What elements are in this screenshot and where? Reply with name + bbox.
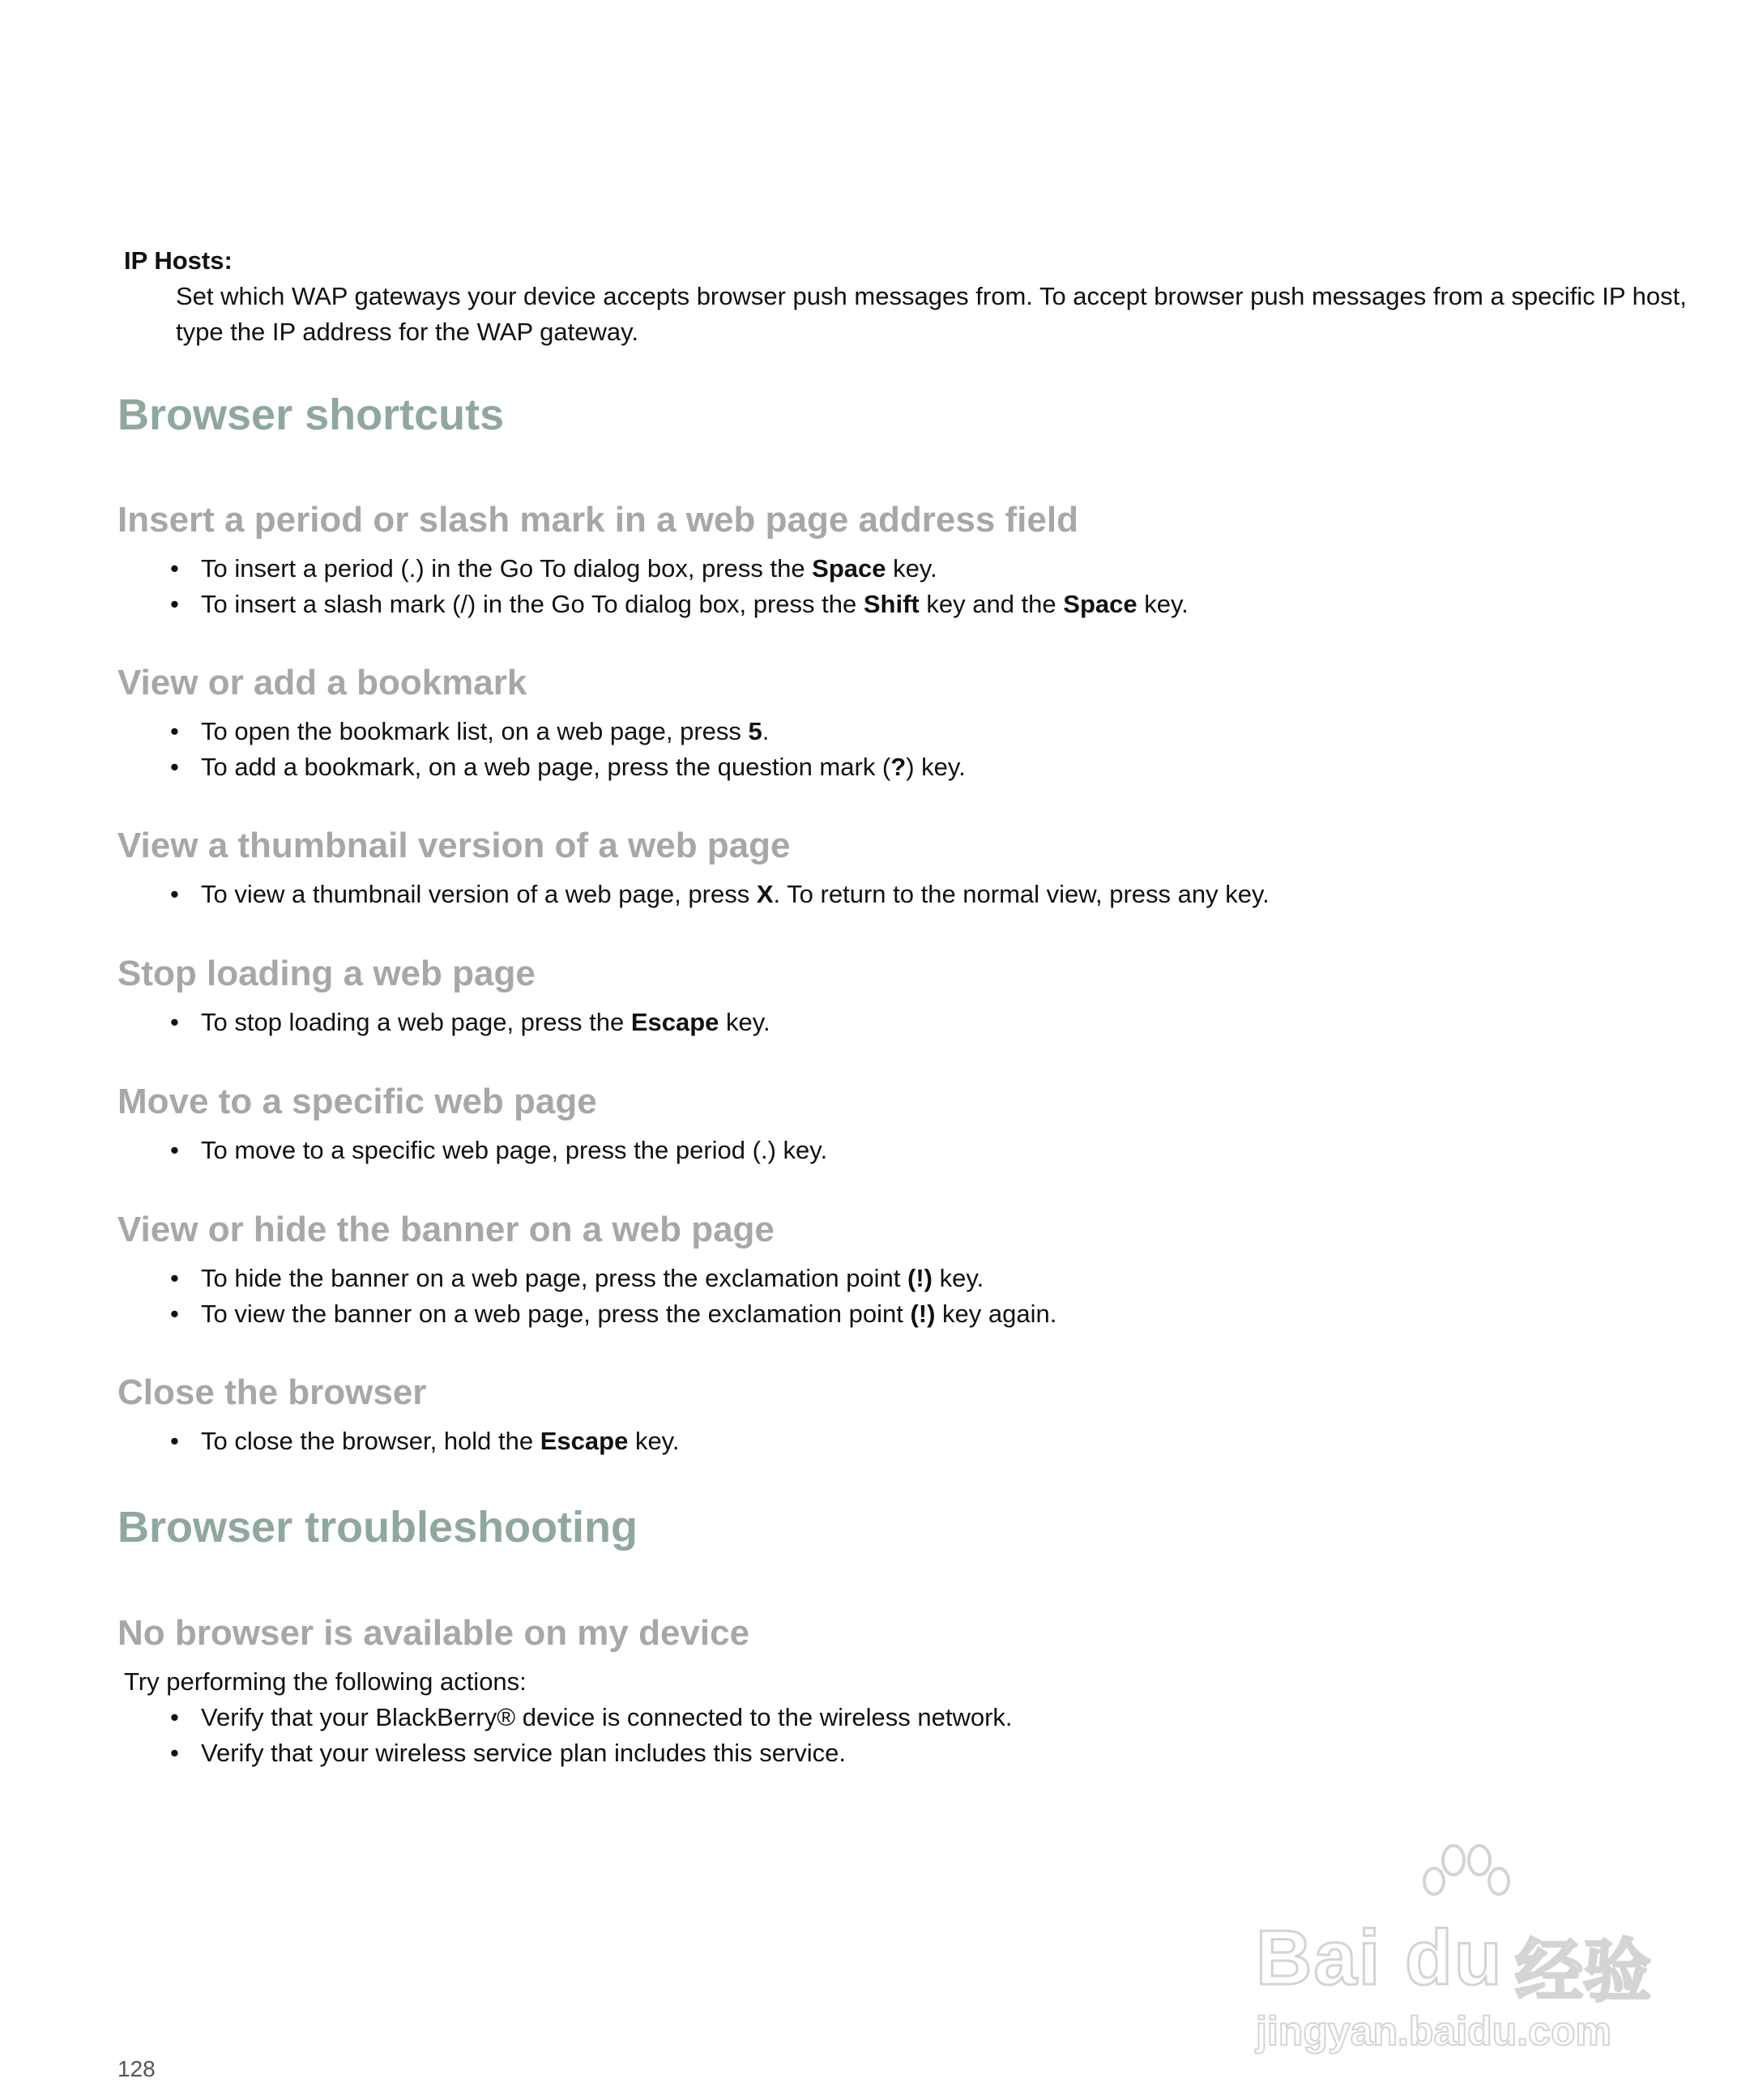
section-title-browser-shortcuts: Browser shortcuts <box>117 391 505 439</box>
intro-text: Try performing the following actions: <box>124 1667 527 1696</box>
key-label: ? <box>890 753 907 781</box>
heading-view-add-bookmark: View or add a bookmark <box>117 663 527 702</box>
ip-hosts-term: IP Hosts: <box>124 246 233 275</box>
list-item: • To view a thumbnail version of a web page, press X. To return to the normal view, press any key. <box>170 877 1628 912</box>
watermark-url: jingyan.baidu.com <box>1256 2008 1611 2054</box>
list-close-browser <box>170 1423 1628 1459</box>
bullet-icon: • <box>170 1703 179 1731</box>
baidu-watermark <box>1240 1839 1661 2054</box>
ip-hosts-description: Set which WAP gateways your device accepts browser push messages from. To accept browser push messages from a specific IP host, type the IP address for the WAP gateway. <box>176 282 1687 346</box>
key-label: X <box>756 880 774 908</box>
key-label: Space <box>812 554 886 583</box>
heading-insert-period-slash: Insert a period or slash mark in a web page address field <box>117 500 1078 540</box>
list-item: • To close the browser, hold the Escape key. <box>170 1423 1628 1459</box>
bullet-icon: • <box>170 753 179 781</box>
key-label: 5 <box>748 717 762 745</box>
bullet-icon: • <box>170 717 179 745</box>
list-view-hide-banner <box>170 1261 1628 1332</box>
key-label: Escape <box>630 1008 719 1036</box>
heading-stop-loading: Stop loading a web page <box>117 954 536 993</box>
ip-hosts-definition <box>124 243 1687 350</box>
bullet-icon: • <box>170 590 179 618</box>
list-move-to-page <box>170 1133 1628 1168</box>
list-item: • Verify that your BlackBerry® device is connected to the wireless network. <box>170 1700 1628 1735</box>
list-no-browser <box>170 1700 1628 1771</box>
heading-close-browser: Close the browser <box>117 1372 427 1412</box>
section-title-browser-troubleshooting: Browser troubleshooting <box>117 1503 638 1552</box>
list-view-add-bookmark <box>170 714 1628 785</box>
list-item: • To insert a slash mark (/) in the Go To dialog box, press the Shift key and the Space key. <box>170 587 1628 622</box>
heading-move-to-page: Move to a specific web page <box>117 1082 597 1121</box>
bullet-icon: • <box>170 1300 179 1328</box>
heading-no-browser: No browser is available on my device <box>117 1613 750 1653</box>
key-label: (!) <box>910 1300 936 1328</box>
list-insert-period-slash <box>170 551 1628 622</box>
bullet-icon: • <box>170 1264 179 1292</box>
watermark-chinese: 经验 <box>1515 1933 1652 2009</box>
watermark-brand: Bai du <box>1256 1914 1504 2001</box>
list-item: • To stop loading a web page, press the Escape key. <box>170 1005 1628 1040</box>
list-item: • Verify that your wireless service plan includes this service. <box>170 1735 1628 1771</box>
bullet-icon: • <box>170 880 179 908</box>
list-item: • To add a bookmark, on a web page, press the question mark (?) key. <box>170 749 1628 785</box>
list-item: • To open the bookmark list, on a web page, press 5. <box>170 714 1628 749</box>
list-item: • To insert a period (.) in the Go To dialog box, press the Space key. <box>170 551 1628 587</box>
list-stop-loading <box>170 1005 1628 1040</box>
bullet-icon: • <box>170 1008 179 1036</box>
key-label: Space <box>1063 590 1138 618</box>
key-label: Shift <box>863 590 920 618</box>
list-thumbnail-version <box>170 877 1628 912</box>
bullet-icon: • <box>170 1136 179 1164</box>
list-item: • To move to a specific web page, press the period (.) key. <box>170 1133 1628 1168</box>
list-item: • To hide the banner on a web page, press the exclamation point (!) key. <box>170 1261 1628 1296</box>
heading-thumbnail-version: View a thumbnail version of a web page <box>117 826 791 865</box>
paw-icon <box>1418 1839 1515 1920</box>
bullet-icon: • <box>170 1739 179 1767</box>
key-label: Escape <box>540 1427 629 1455</box>
heading-view-hide-banner: View or hide the banner on a web page <box>117 1210 775 1249</box>
bullet-icon: • <box>170 1427 179 1455</box>
list-item: • To view the banner on a web page, press the exclamation point (!) key again. <box>170 1296 1628 1332</box>
page-number: 128 <box>117 2056 156 2081</box>
key-label: (!) <box>907 1264 933 1292</box>
bullet-icon: • <box>170 554 179 583</box>
